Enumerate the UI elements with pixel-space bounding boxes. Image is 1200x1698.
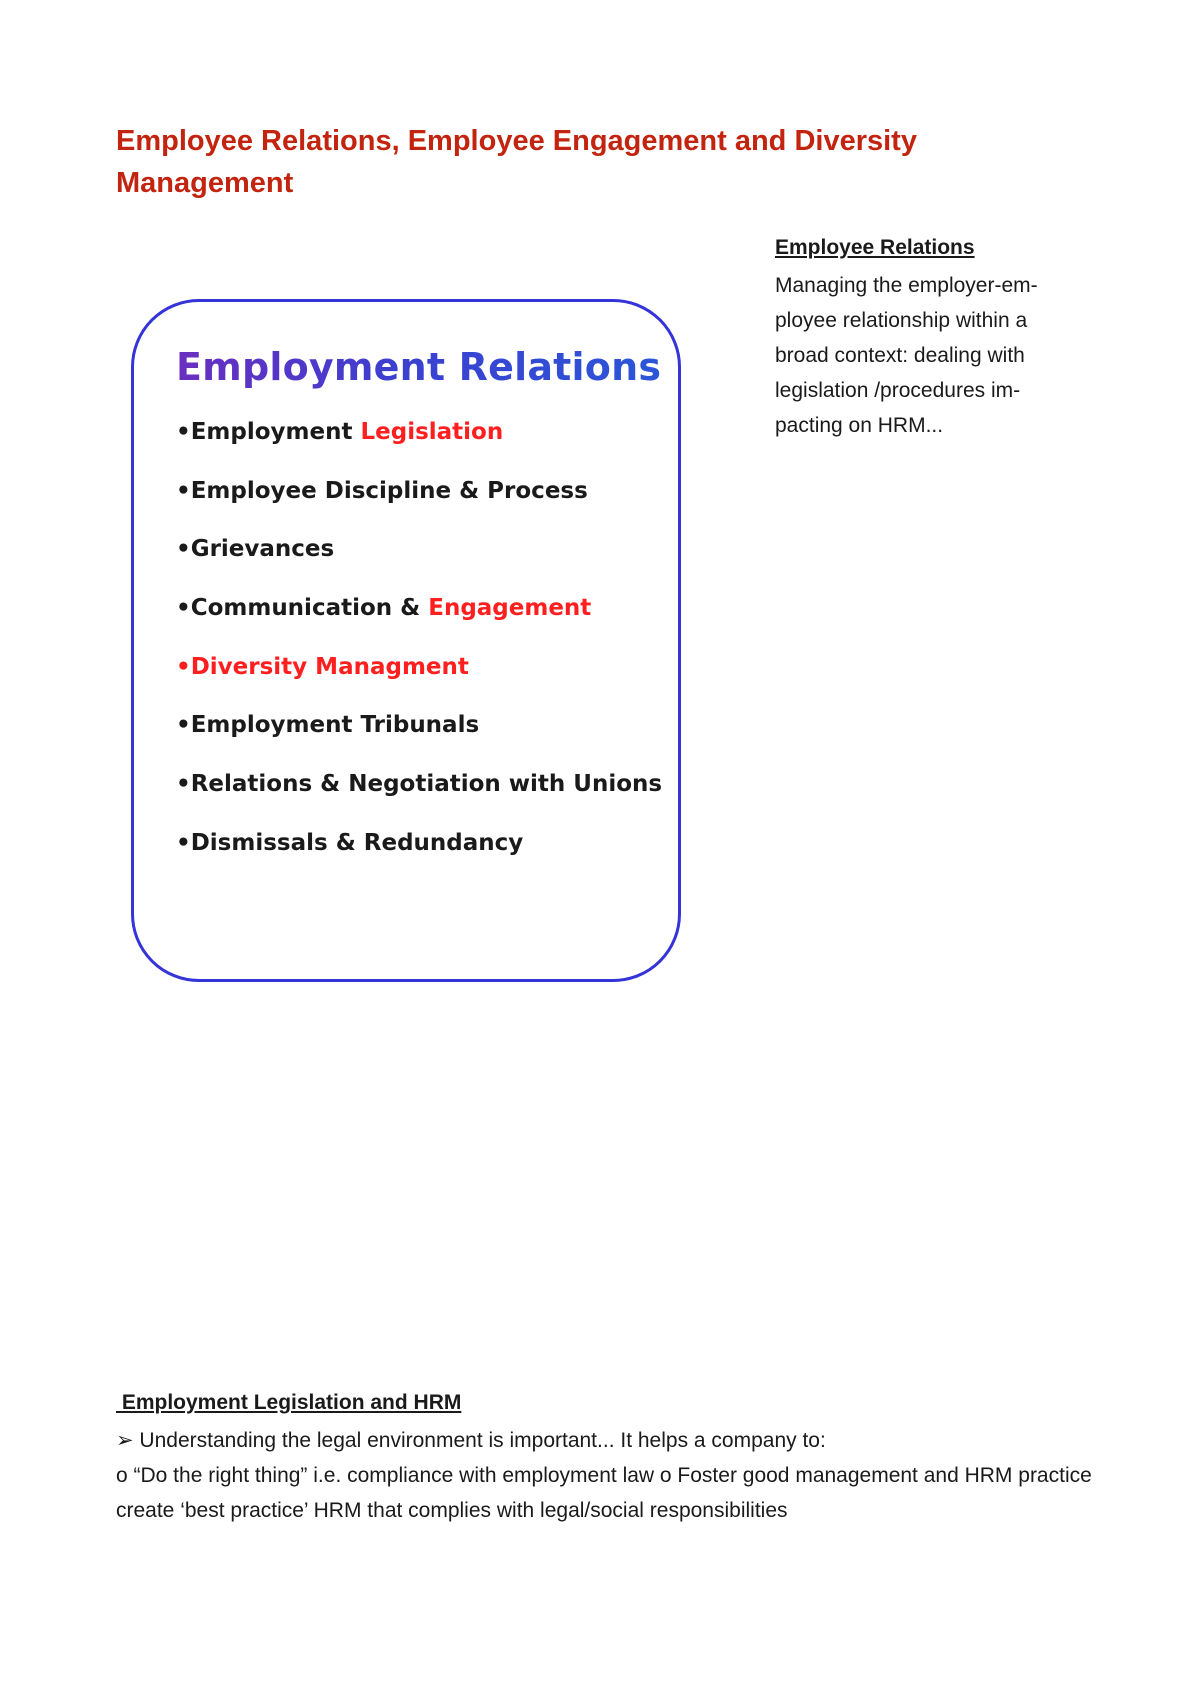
figure-item-text: •Employment Tribunals	[176, 712, 480, 739]
side-panel-body	[775, 268, 1095, 443]
side-panel-line: Managing the employer-em-	[775, 274, 1038, 297]
figure-item	[176, 477, 662, 536]
figure-item-text: •Dismissals & Redundancy	[176, 829, 524, 856]
figure-item-text: •Communication &	[176, 595, 429, 622]
figure-item-highlight: Engagement	[428, 595, 592, 622]
figure-item-highlight: Legislation	[360, 419, 504, 445]
figure-item	[176, 418, 662, 477]
figure-item-text: •Employee Discipline & Process	[176, 477, 588, 504]
figure-item	[176, 653, 662, 712]
legislation-section	[116, 1389, 1106, 1528]
legislation-line: o “Do the right thing” i.e. compliance with employment law o Foster good management and HRM practice	[116, 1464, 1092, 1487]
figure-item-highlight: •Diversity Managment	[176, 653, 469, 680]
figure-item	[176, 535, 662, 594]
figure-item-text: •Relations & Negotiation with Unions	[176, 771, 663, 798]
figure-list	[176, 418, 662, 888]
side-panel-line: legislation /procedures im-	[775, 379, 1021, 402]
side-panel	[775, 234, 1095, 443]
side-panel-line: ployee relationship within a	[775, 309, 1028, 332]
legislation-line: create ‘best practice’ HRM that complies with legal/social responsibilities	[116, 1499, 788, 1522]
figure-item	[176, 594, 662, 653]
figure-item	[176, 829, 662, 888]
figure-item	[176, 711, 662, 770]
figure-item-text: •Grievances	[176, 536, 335, 563]
figure-item	[176, 770, 662, 829]
figure-title: Employment Relations	[176, 345, 662, 389]
figure-item-text: •Employment	[176, 419, 361, 445]
document-title: Employee Relations, Employee Engagement and Diversity Management	[116, 125, 917, 199]
side-panel-line: pacting on HRM...	[775, 414, 944, 437]
employment-relations-figure	[131, 299, 681, 982]
legislation-line: ➢ Understanding the legal environment is important... It helps a company to:	[116, 1429, 826, 1452]
legislation-heading: Employment Legislation and HRM	[116, 1391, 462, 1414]
side-panel-line: broad context: dealing with	[775, 344, 1025, 367]
side-panel-heading: Employee Relations	[775, 236, 975, 259]
